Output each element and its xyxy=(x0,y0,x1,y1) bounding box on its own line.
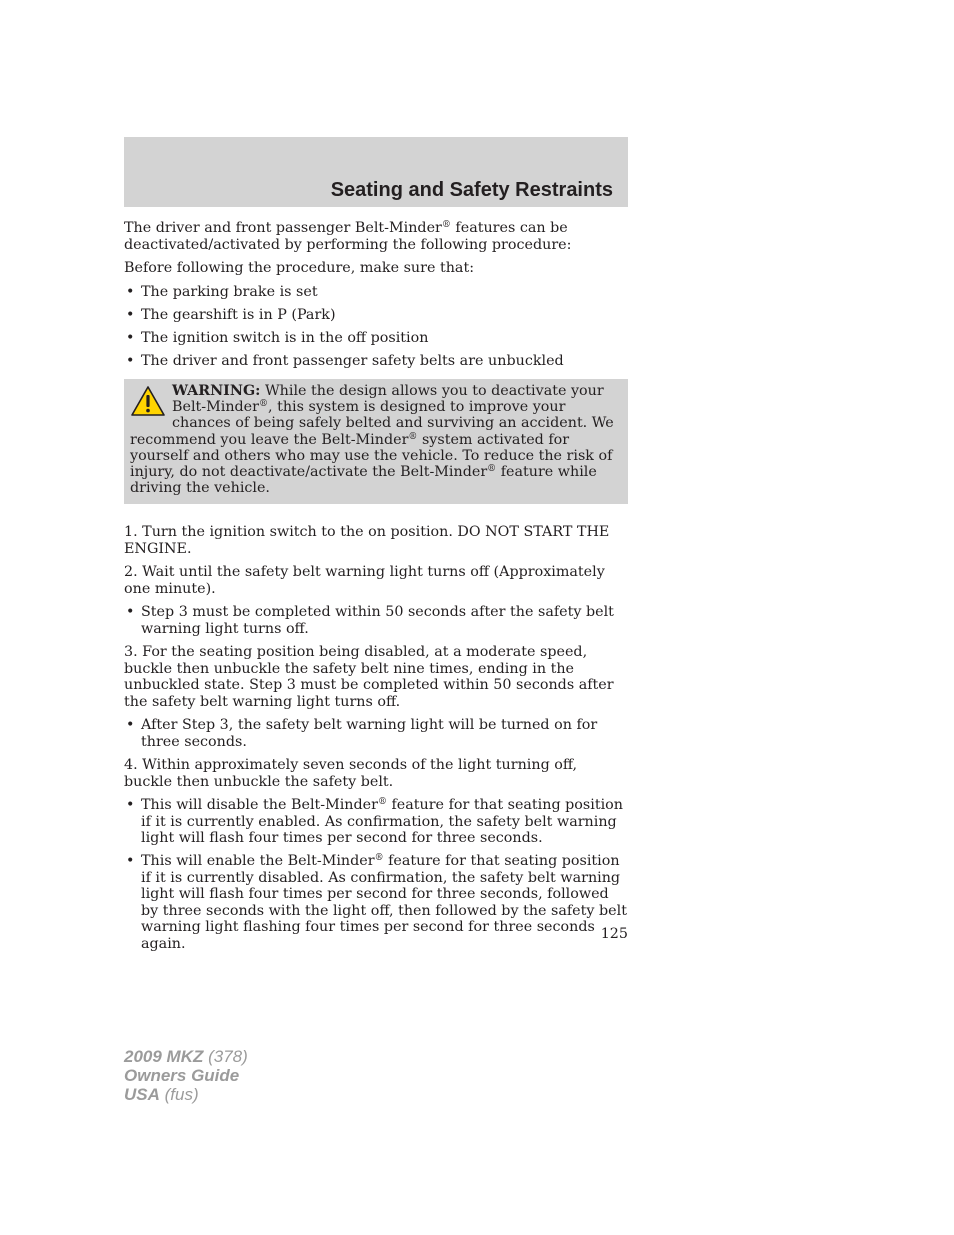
warning-label: WARNING: xyxy=(172,383,261,399)
footer-line-guide: Owners Guide xyxy=(124,1066,240,1085)
list-item: • The driver and front passenger safety belts are unbuckled xyxy=(124,353,628,370)
intro-paragraph: The driver and front passenger Belt-Minder® features can be deactivated/activated by performing the following procedure: xyxy=(124,220,572,253)
step-2-notes xyxy=(124,604,628,637)
procedure-prerequisite: Before following the procedure, make sure that: xyxy=(124,260,475,276)
list-item: • After Step 3, the safety belt warning light will be turned on for three seconds. xyxy=(124,717,628,750)
step-4: 4. Within approximately seven seconds of the light turning off, buckle then unbuckle the safety belt. xyxy=(124,757,578,790)
page-number: 125 xyxy=(600,926,628,942)
section-title: Seating and Safety Restraints xyxy=(330,179,613,201)
step-4-notes xyxy=(124,797,628,952)
footer-line-model: 2009 MKZ (378) xyxy=(124,1047,248,1066)
step-2: 2. Wait until the safety belt warning light turns off (Approximately one minute). xyxy=(124,564,605,597)
footer-line-market: USA (fus) xyxy=(124,1085,199,1104)
warning-triangle-icon xyxy=(130,385,166,417)
list-item: • The gearshift is in P (Park) xyxy=(124,307,628,324)
list-item: • The ignition switch is in the off position xyxy=(124,330,628,347)
list-item: • Step 3 must be completed within 50 seconds after the safety belt warning light turns off. xyxy=(124,604,628,637)
list-item: • The parking brake is set xyxy=(124,284,628,301)
step-1: 1. Turn the ignition switch to the on position. DO NOT START THE ENGINE. xyxy=(124,524,610,557)
step-3-notes xyxy=(124,717,628,750)
step-3: 3. For the seating position being disabled, at a moderate speed, buckle then unbuckle the safety belt nine times, ending in the unbuckled state. Step 3 must be completed within 50 seconds after the safety belt warning light turns off. xyxy=(124,644,614,710)
section-header-band xyxy=(124,137,628,207)
list-item: • This will disable the Belt-Minder® feature for that seating position if it is currently enabled. As confirmation, the safety belt warning light will flash four times per second for three seconds. xyxy=(124,797,628,847)
list-item: • This will enable the Belt-Minder® feature for that seating position if it is currently disabled. As confirmation, the safety belt warning light will flash four times per second for three seconds, followed by three seconds with the light off, then followed by the safety belt warning light flashing four times per second for three seconds again. xyxy=(124,853,628,952)
page-content xyxy=(124,220,628,959)
warning-box: WARNING: While the design allows you to deactivate your Belt-Minder®, this system is designed to improve your chances of being safely belted and surviving an accident. We recommend you leave the Belt-Minder® system activated for yourself and others who may use the vehicle. To reduce the risk of injury, do not deactivate/activate the Belt-Minder® feature while driving the vehicle. xyxy=(124,379,628,504)
document-footer xyxy=(124,1047,248,1104)
condition-list xyxy=(124,284,628,370)
